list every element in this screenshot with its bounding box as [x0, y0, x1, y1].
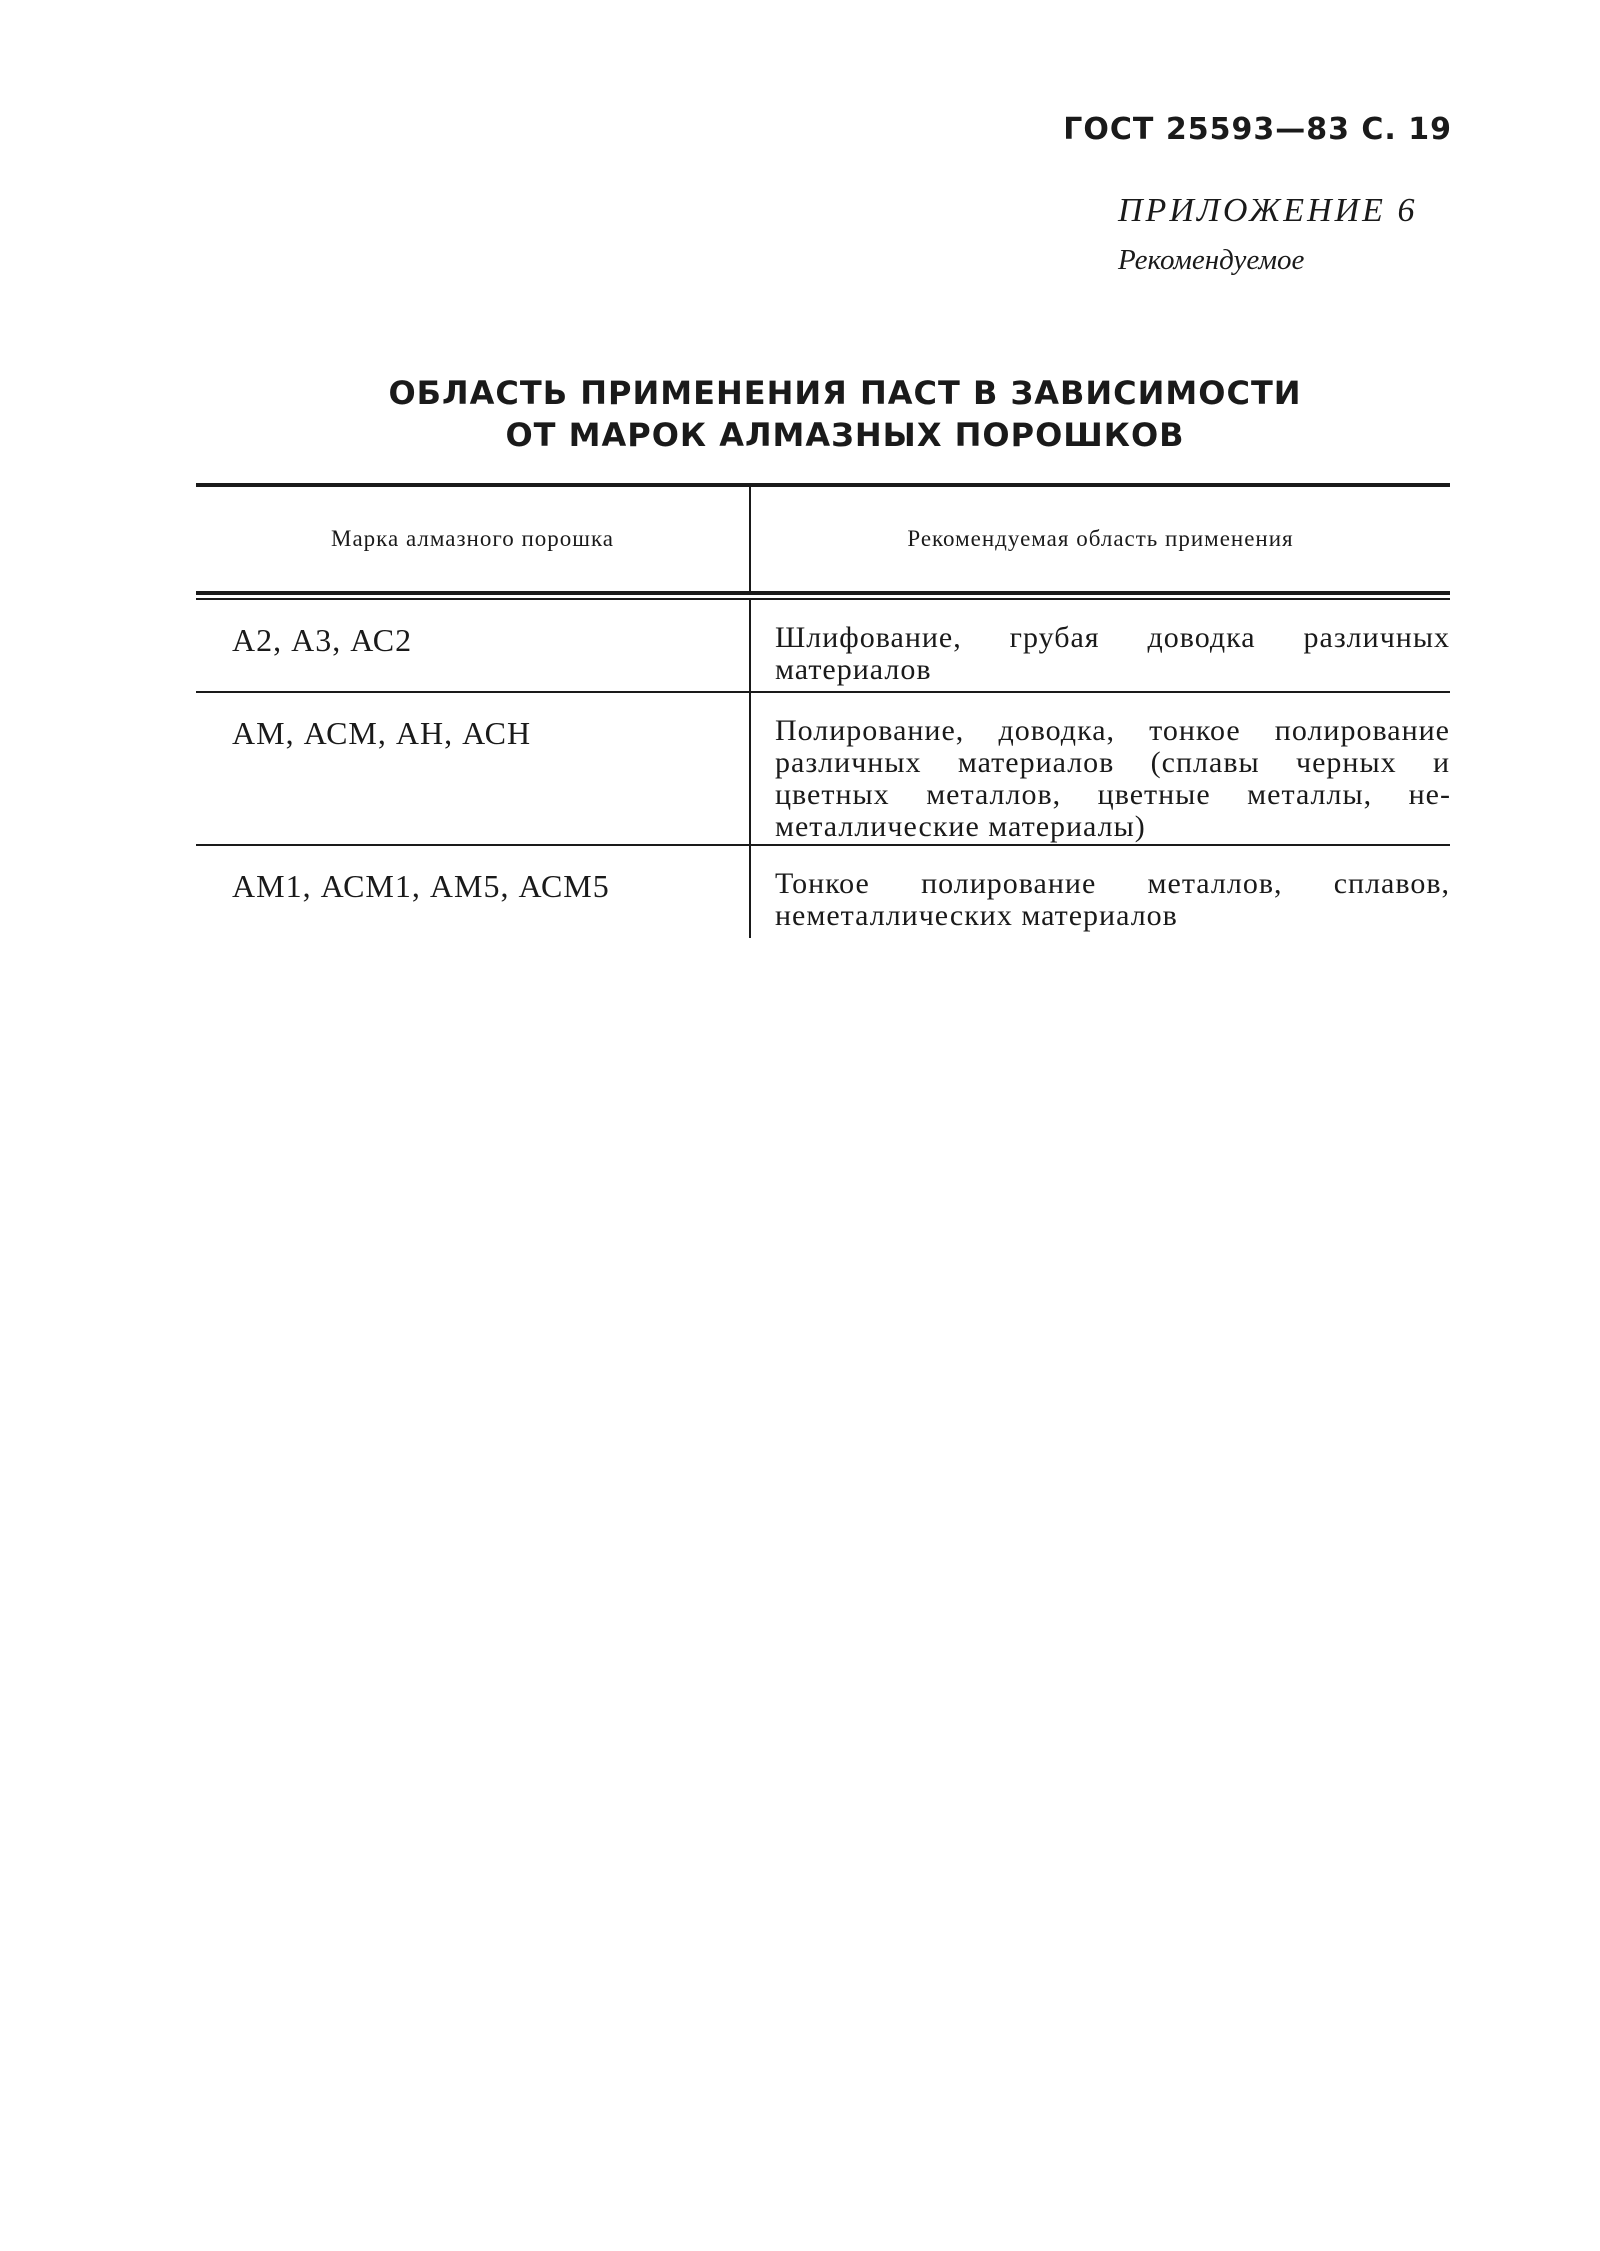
- appendix-label: ПРИЛОЖЕНИЕ 6: [1118, 192, 1418, 229]
- grade-cell: АМ1, АСМ1, АМ5, АСМ5: [196, 846, 751, 938]
- column-header-grade: Марка алмазного порошка: [196, 487, 751, 591]
- application-cell: Шлифование, грубая доводка различных материалов: [775, 621, 1450, 686]
- grade-cell: А2, А3, АС2: [196, 600, 751, 691]
- document-reference: ГОСТ 25593—83 С. 19: [1063, 112, 1452, 147]
- application-cell: Тонкое полирование металлов, сплавов, неметаллических материалов: [775, 867, 1450, 932]
- page-title: [0, 372, 1600, 456]
- grade-cell: АМ, АСМ, АН, АСН: [196, 693, 751, 844]
- table-row: [196, 600, 1450, 691]
- appendix-status: Рекомендуемое: [1118, 244, 1305, 276]
- header-separator-rule: [196, 591, 1450, 595]
- application-table: [196, 483, 1450, 938]
- page-title-line-1: ОБЛАСТЬ ПРИМЕНЕНИЯ ПАСТ В ЗАВИСИМОСТИ: [388, 374, 1302, 412]
- page-title-line-2: ОТ МАРОК АЛМАЗНЫХ ПОРОШКОВ: [505, 416, 1185, 454]
- table-row: [196, 846, 1450, 938]
- application-cell: Полирование, доводка, тонкое полирование различных материалов (сплавы черных и цветных металлов, цветные металлы, неметаллические материалы): [775, 714, 1450, 843]
- table-header-row: [196, 487, 1450, 591]
- table-row: [196, 693, 1450, 844]
- column-header-application: Рекомендуемая область применения: [907, 526, 1294, 551]
